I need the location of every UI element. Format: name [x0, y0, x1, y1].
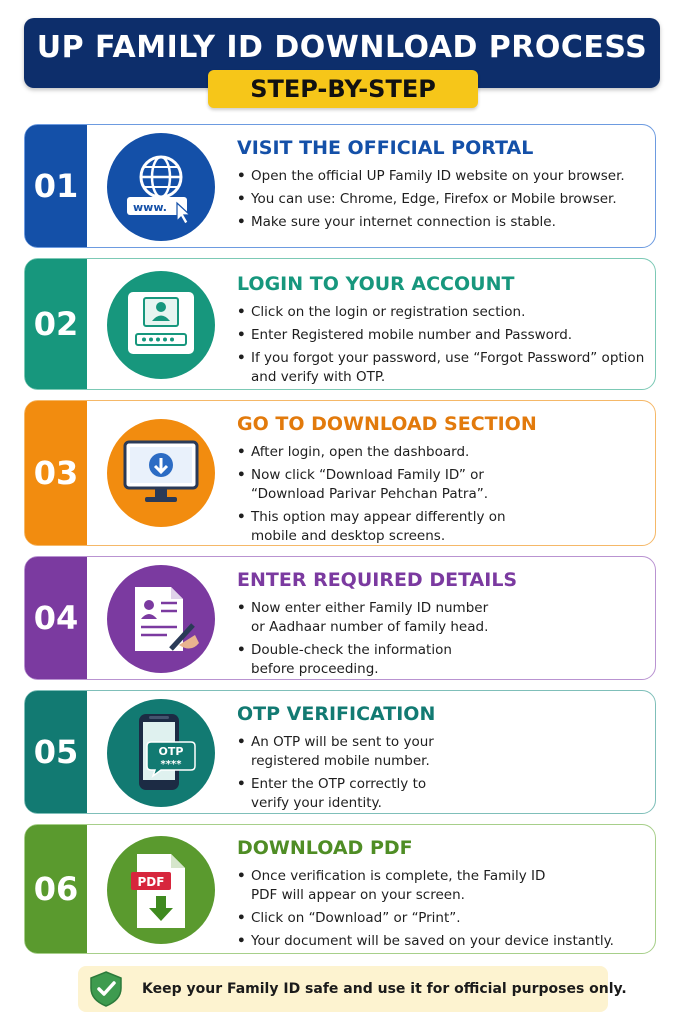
bullet-item: • Double-check the information before proceeding.	[237, 641, 481, 679]
pdf-download-icon	[107, 836, 215, 944]
bullet-item: • Now click “Download Family ID” or “Download Parivar Pehchan Patra”.	[237, 466, 541, 504]
step-number: 03	[25, 401, 87, 545]
document-pen-icon	[107, 565, 215, 673]
step-title: GO TO DOWNLOAD SECTION	[237, 413, 537, 435]
bullet-item: • Now enter either Family ID number or Aadhaar number of family head.	[237, 599, 506, 637]
monitor-download-icon	[107, 419, 215, 527]
step-bullets	[237, 733, 645, 813]
icon-pdf-label: PDF	[137, 875, 165, 889]
phone-otp-icon	[107, 699, 215, 807]
step-card-6	[24, 824, 656, 954]
step-bullets	[237, 443, 645, 546]
icon-otp-label: OTP	[158, 745, 184, 758]
bullet-item: • Click on “Download” or “Print”.	[237, 909, 645, 928]
bullet-item: • An OTP will be sent to your registered mobile number.	[237, 733, 466, 771]
bullet-item: • After login, open the dashboard.	[237, 443, 645, 462]
step-title: OTP VERIFICATION	[237, 703, 436, 725]
step-card-1	[24, 124, 656, 248]
bullet-item: • Click on the login or registration section.	[237, 303, 645, 322]
step-bullets	[237, 167, 645, 232]
bullet-item: • Enter the OTP correctly to verify your identity.	[237, 775, 456, 813]
bullet-item: • This option may appear differently on mobile and desktop screens.	[237, 508, 541, 546]
login-form-icon	[107, 271, 215, 379]
bullet-item: • Make sure your internet connection is stable.	[237, 213, 645, 232]
footer-note	[78, 966, 627, 1012]
step-card-2	[24, 258, 656, 390]
step-number: 05	[25, 691, 87, 813]
icon-otp-mask: ****	[160, 759, 182, 770]
step-title: DOWNLOAD PDF	[237, 837, 413, 859]
bullet-item: • Once verification is complete, the Family ID PDF will appear on your screen.	[237, 867, 551, 905]
page-subtitle: STEP-BY-STEP	[208, 70, 478, 108]
bullet-item: • You can use: Chrome, Edge, Firefox or Mobile browser.	[237, 190, 645, 209]
globe-www-icon	[107, 133, 215, 241]
bullet-item: • Open the official UP Family ID website on your browser.	[237, 167, 645, 186]
step-bullets	[237, 599, 645, 679]
bullet-item: • Enter Registered mobile number and Password.	[237, 326, 645, 345]
bullet-item: • Your document will be saved on your device instantly.	[237, 932, 645, 951]
step-number: 02	[25, 259, 87, 389]
icon-www-label: www.	[133, 201, 167, 214]
step-number: 04	[25, 557, 87, 679]
footer-text: Keep your Family ID safe and use it for official purposes only.	[142, 981, 627, 997]
step-title: VISIT THE OFFICIAL PORTAL	[237, 137, 534, 159]
bullet-item: • If you forgot your password, use “Forgot Password” option and verify with OTP.	[237, 349, 645, 387]
step-bullets	[237, 303, 645, 387]
step-bullets	[237, 867, 645, 951]
step-card-5	[24, 690, 656, 814]
step-number: 06	[25, 825, 87, 953]
step-title: ENTER REQUIRED DETAILS	[237, 569, 518, 591]
step-title: LOGIN TO YOUR ACCOUNT	[237, 273, 515, 295]
step-card-4	[24, 556, 656, 680]
page-title: UP FAMILY ID DOWNLOAD PROCESS	[36, 30, 648, 65]
shield-check-icon	[88, 970, 124, 1012]
step-number: 01	[25, 125, 87, 247]
step-card-3	[24, 400, 656, 546]
